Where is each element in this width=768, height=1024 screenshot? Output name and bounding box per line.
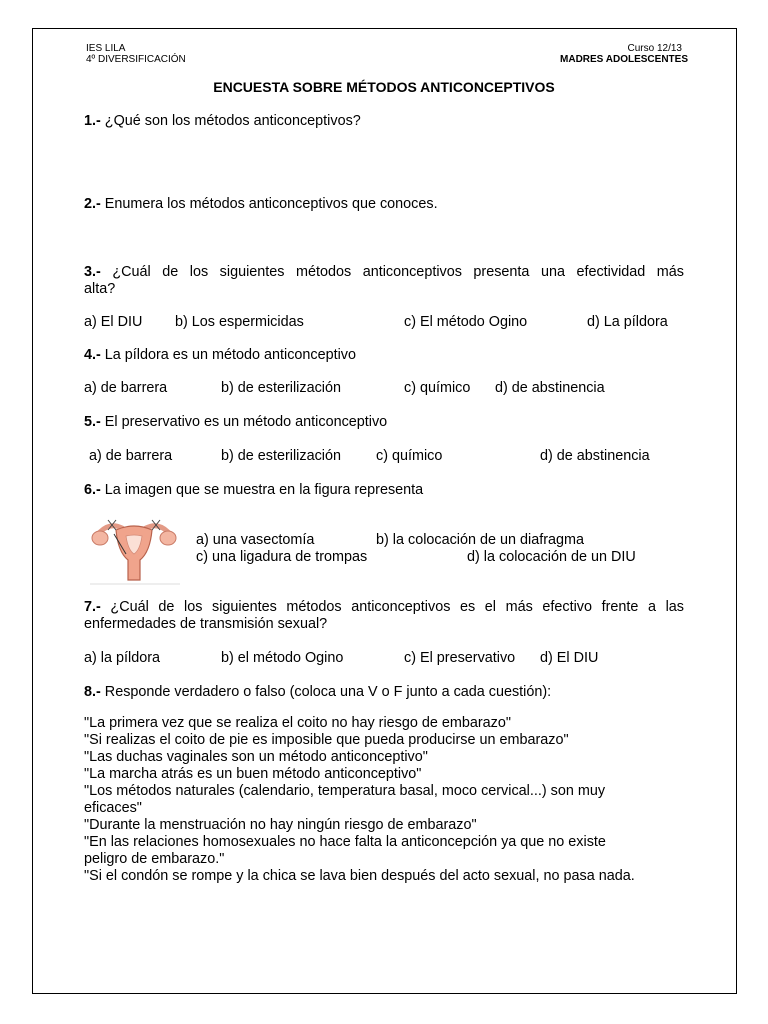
q5-option-d: d) de abstinencia	[540, 448, 650, 464]
project-name: MADRES ADOLESCENTES	[560, 54, 688, 65]
q3-option-c: c) El método Ogino	[404, 314, 528, 330]
q6-option-c: c) una ligadura de trompas	[196, 549, 368, 565]
q4-option-d: d) de abstinencia	[495, 380, 605, 396]
q5-option-a: a) de barrera	[89, 448, 173, 464]
q7-option-d: d) El DIU	[540, 650, 599, 666]
question-text-continued: enfermedades de transmisión sexual?	[84, 616, 328, 632]
question-text: El preservativo es un método anticonceptivo	[100, 414, 388, 430]
q7-option-a: a) la píldora	[84, 650, 160, 666]
q6-option-b: b) la colocación de un diafragma	[376, 532, 584, 548]
q6-option-d: d) la colocación de un DIU	[467, 549, 636, 565]
question-text: Responde verdadero o falso (coloca una V o F junto a cada cuestión):	[100, 684, 552, 700]
question-text: La imagen que se muestra en la figura representa	[100, 482, 424, 498]
statement-line: "Durante la menstruación no hay ningún riesgo de embarazo"	[84, 817, 477, 833]
uterus-illustration	[86, 514, 182, 586]
question-number: 8.-	[84, 684, 101, 700]
question-number: 2.-	[84, 196, 101, 212]
q4-option-b: b) de esterilización	[221, 380, 341, 396]
q7-option-b: b) el método Ogino	[221, 650, 344, 666]
statement-line: "Los métodos naturales (calendario, temperatura basal, moco cervical...) son muy	[84, 783, 606, 799]
q4-option-c: c) químico	[404, 380, 471, 396]
question-5	[84, 414, 387, 431]
question-number: 6.-	[84, 482, 101, 498]
question-text-continued: alta?	[84, 281, 116, 297]
q3-option-d: d) La píldora	[587, 314, 668, 330]
q4-option-a: a) de barrera	[84, 380, 168, 396]
statement-line: "Si el condón se rompe y la chica se lava bien después del acto sexual, no pasa nada.	[84, 868, 635, 884]
statement-line: "Si realizas el coito de pie es imposible que pueda producirse un embarazo"	[84, 732, 569, 748]
q7-option-c: c) El preservativo	[404, 650, 516, 666]
q3-option-a: a) El DIU	[84, 314, 143, 330]
q5-option-c: c) químico	[376, 448, 443, 464]
course-year: Curso 12/13	[627, 43, 682, 54]
statement-line: "La marcha atrás es un buen método anticonceptivo"	[84, 766, 422, 782]
survey-title: ENCUESTA SOBRE MÉTODOS ANTICONCEPTIVOS	[213, 79, 555, 95]
q5-option-b: b) de esterilización	[221, 448, 341, 464]
statement-line: "En las relaciones homosexuales no hace falta la anticoncepción ya que no existe	[84, 834, 606, 850]
statement-list	[84, 715, 635, 885]
question-4	[84, 347, 356, 364]
question-1	[84, 113, 361, 130]
uterus-diagram-icon	[86, 514, 182, 586]
q3-option-b: b) Los espermicidas	[175, 314, 304, 330]
question-number: 7.-	[84, 599, 101, 615]
question-2	[84, 196, 438, 213]
question-6	[84, 482, 423, 499]
question-text: La píldora es un método anticonceptivo	[100, 347, 356, 363]
question-number: 4.-	[84, 347, 101, 363]
question-8	[84, 684, 551, 701]
question-number: 3.-	[84, 264, 101, 280]
question-text: Enumera los métodos anticonceptivos que conoces.	[100, 196, 438, 212]
question-text: ¿Cuál de los siguientes métodos anticonceptivos presenta una efectividad más	[100, 264, 684, 280]
statement-line: peligro de embarazo."	[84, 851, 225, 867]
statement-line: "La primera vez que se realiza el coito no hay riesgo de embarazo"	[84, 715, 511, 731]
statement-line: "Las duchas vaginales son un método anticonceptivo"	[84, 749, 428, 765]
q6-option-a: a) una vasectomía	[196, 532, 315, 548]
group-name: 4º DIVERSIFICACIÓN	[86, 54, 186, 65]
question-number: 1.-	[84, 113, 101, 129]
question-7	[84, 599, 684, 633]
question-number: 5.-	[84, 414, 101, 430]
school-name: IES LILA	[86, 43, 126, 54]
question-text: ¿Cuál de los siguientes métodos anticonceptivos es el más efectivo frente a las	[100, 599, 684, 615]
statement-line: eficaces"	[84, 800, 142, 816]
question-3	[84, 264, 684, 298]
question-text: ¿Qué son los métodos anticonceptivos?	[100, 113, 361, 129]
